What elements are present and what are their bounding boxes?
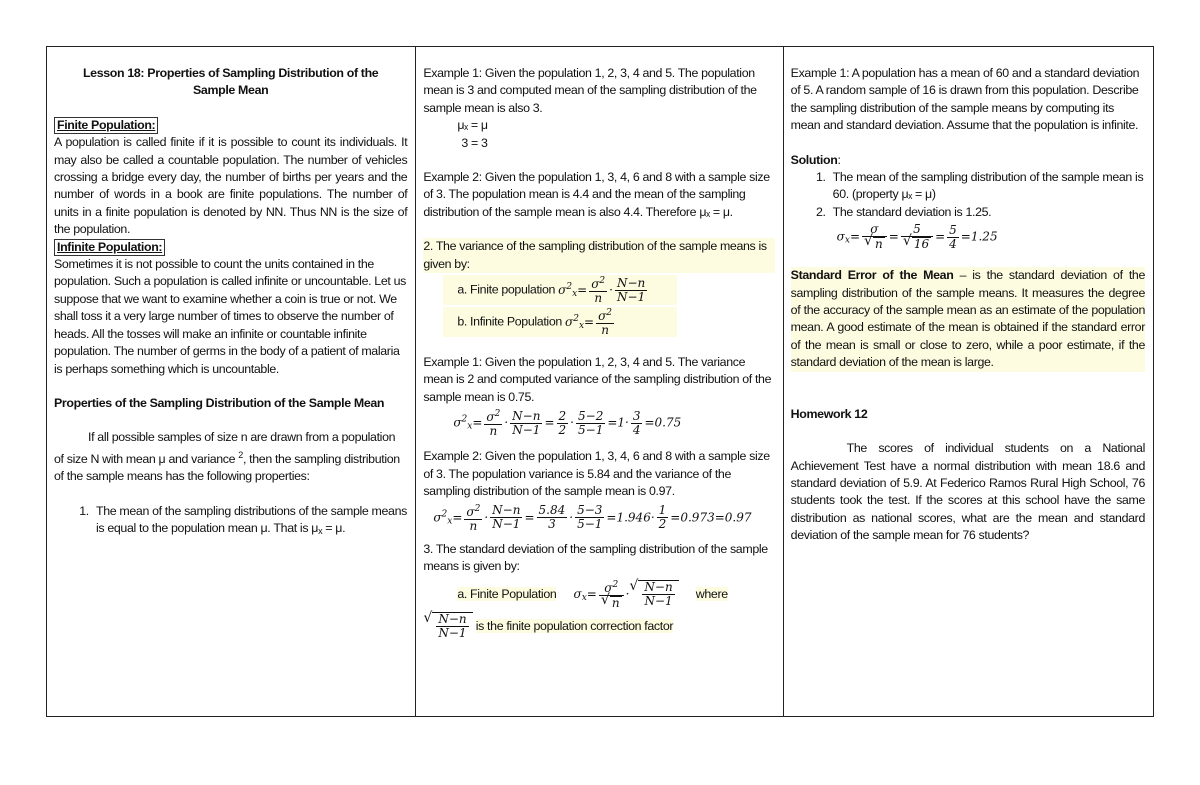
sd-finite-formula: a. Finite Population $\sigma_x=$ $\sigma^2$ √ n · √ $\frac{N-n}{N-1}$ where xyxy=(457,579,774,610)
properties-list xyxy=(54,503,407,541)
document-page-table xyxy=(46,46,1154,717)
example-2-variance: Example 2: Given the population 1, 3, 4, 6 and 8 with a sample size of 3. The population variance is 5.84 and the variance of the sampling distribution of the sample mean is 0.97. xyxy=(423,449,770,499)
homework-heading: Homework 12 xyxy=(790,406,868,421)
solution-item-2: 2. The standard deviation is 1.25. xyxy=(829,204,1145,221)
example-2-variance-equation: $\sigma^2_x=$ $\frac{\sigma^2}{n}$ · $\frac{N-n}{N-1}$ = $\frac{5.84}{3}$ · $\frac{5-3}{5-1}$ =1.946· $\frac{1}{2}$ =0.973=0.97 xyxy=(433,503,752,533)
standard-error-definition: Standard Error of the Mean – is the standard deviation of the sampling distribution of the sample means. It measures the degree of the accuracy of the sample mean as an estimate of the population mean. A good estimate of the mean is obtained if the standard error of the mean is small or close to zero, while a poor estimate, if the standard deviation of the mean is large. xyxy=(791,267,1145,371)
finite-population-text: A population is called finite if it is possible to count its individuals. It may also be called a countable population. The number of vehicles crossing a bridge every day, the number of births per years and the number of words in a book are finite populations. The number of units in a finite population is denoted by NN. Thus NN is the size of the population. xyxy=(54,135,408,237)
variance-finite-formula: a. Finite population $\sigma^2_x=$ $\frac{\sigma^2}{n}$ · $\frac{N-n}{N-1}$ xyxy=(443,275,677,305)
homework-text: The scores of individual students on a National Achievement Test have a normal distribution with mean 18.6 and standard deviation of 5.9. At Federico Ramos Rural High School, 76 students took the test. If the scores at this school have the same distribution as national scores, what are the mean and standard deviation of the sample mean for 76 students? xyxy=(790,441,1145,543)
example-1-problem: Example 1: A population has a mean of 60 and a standard deviation of 5. A random sample of 16 is drawn from this population. Describe the sampling distribution of the sample means by computing its mean and standard deviation. Assume that the population is infinite. xyxy=(790,66,1140,133)
column-left xyxy=(47,47,416,716)
solution-sd-equation: $\sigma_x=$ σ √ n = 5 √ 16 = $\frac{5}{4}$ =1.25 xyxy=(837,223,1145,251)
example-1-eq-1: μₓ = μ xyxy=(457,118,488,133)
finite-population-heading: Finite Population: xyxy=(54,117,158,134)
column-right xyxy=(784,47,1153,716)
properties-intro: If all possible samples of size n are drawn from a population of size N with mean μ and variance $^2$, then the sampling distribution of the sample means has the following properties: xyxy=(54,430,400,484)
example-1-eq-2: 3 = 3 xyxy=(461,135,488,150)
variance-infinite-formula: b. Infinite Population $\sigma^2_x=$ $\frac{\sigma^2}{n}$ xyxy=(443,307,677,337)
sd-heading: 3. The standard deviation of the sampling distribution of the sample means is given by: xyxy=(423,541,768,573)
solution-label: Solution: xyxy=(790,152,841,167)
example-1-mean: Example 1: Given the population 1, 2, 3, 4 and 5. The population mean is 3 and computed mean of the sampling distribution of the sample mean is also 3. xyxy=(423,66,757,115)
variance-heading: 2. The variance of the sampling distribution of the sample means is given by: xyxy=(423,238,774,273)
lesson-title: Lesson 18: Properties of Sampling Distribution of the Sample Mean xyxy=(82,66,379,98)
properties-heading: Properties of the Sampling Distribution of the Sample Mean xyxy=(54,395,385,410)
column-middle xyxy=(416,47,783,716)
fpc-line: √ $\frac{N-n}{N-1}$ is the finite population correction factor xyxy=(423,612,774,640)
example-1-variance: Example 1: Given the population 1, 2, 3, 4 and 5. The variance mean is 2 and computed variance of the sampling distribution of the sample mean is 0.75. xyxy=(423,355,772,404)
solution-item-1: 1. The mean of the sampling distribution of the sample mean is 60. (property μₓ = μ) xyxy=(829,169,1145,204)
solution-list xyxy=(791,169,1145,221)
example-1-variance-equation: $\sigma^2_x=$ $\frac{\sigma^2}{n}$ · $\frac{N-n}{N-1}$ = $\frac{2}{2}$ · $\frac{5-2}{5-1}$ =1· $\frac{3}{4}$ =0.75 xyxy=(453,408,682,439)
infinite-population-text: Sometimes it is not possible to count the units contained in the population. Such a population is called infinite or uncountable. Let us suppose that we want to examine whether a coin is true or not. We shall toss it a very large number of times to observe the number of heads. All the tosses will make an infinite or countable infinite population. The number of germs in the body of a patient of malaria is perhaps something which is uncountable. xyxy=(54,257,406,376)
example-2-mean: Example 2: Given the population 1, 3, 4, 6 and 8 with a sample size of 3. The population mean is 4.4 and the mean of the sampling distribution of the sample mean is also 4.4. Therefore μₓ = μ. xyxy=(423,170,770,219)
infinite-population-heading: Infinite Population: xyxy=(54,239,165,256)
property-item-1: 1. The mean of the sampling distributions of the sample means is equal to the population mean μ. That is $\mu_x = \mu$. xyxy=(92,503,407,541)
